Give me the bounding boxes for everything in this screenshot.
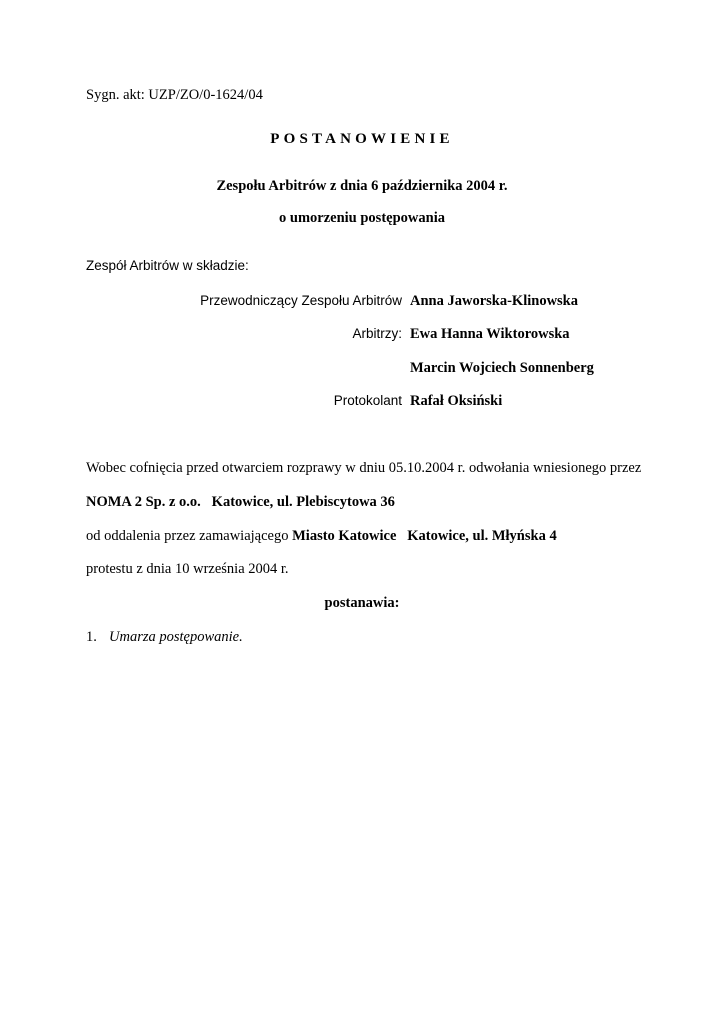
chair-name: Anna Jaworska-Klinowska (410, 293, 578, 309)
document-subtitle-date: Zespołu Arbitrów z dnia 6 października 2004 r. (216, 178, 508, 194)
body-line-3 (86, 528, 557, 545)
body-line-1: Wobec cofnięcia przed otwarciem rozprawy w dniu 05.10.2004 r. odwołania wniesionego przez (86, 460, 642, 476)
case-signature: Sygn. akt: UZP/ZO/0-1624/04 (86, 87, 263, 103)
decision-item-text: Umarza postępowanie. (109, 629, 243, 645)
clerk-label: Protokolant (333, 393, 402, 408)
chair-label: Przewodniczący Zespołu Arbitrów (200, 293, 402, 308)
arbiter-name-2: Marcin Wojciech Sonnenberg (410, 360, 594, 376)
arbiters-label: Arbitrzy: (352, 326, 402, 341)
arbiter-name-1: Ewa Hanna Wiktorowska (410, 326, 570, 342)
panel-intro: Zespół Arbitrów w składzie: (86, 258, 249, 273)
document-subtitle-subject: o umorzeniu postępowania (279, 210, 445, 226)
decision-item-number: 1. (86, 629, 97, 645)
clerk-name: Rafał Oksiński (410, 393, 503, 409)
body-line-4: protestu z dnia 10 września 2004 r. (86, 561, 289, 577)
decision-heading: postanawia: (324, 595, 400, 611)
contracting-party-prefix: od oddalenia przez zamawiającego (86, 528, 293, 544)
document-title: POSTANOWIENIE (270, 131, 454, 147)
appellant: NOMA 2 Sp. z o.o. Katowice, ul. Plebiscytowa 36 (86, 494, 395, 510)
contracting-party: Miasto Katowice Katowice, ul. Młyńska 4 (292, 528, 557, 544)
